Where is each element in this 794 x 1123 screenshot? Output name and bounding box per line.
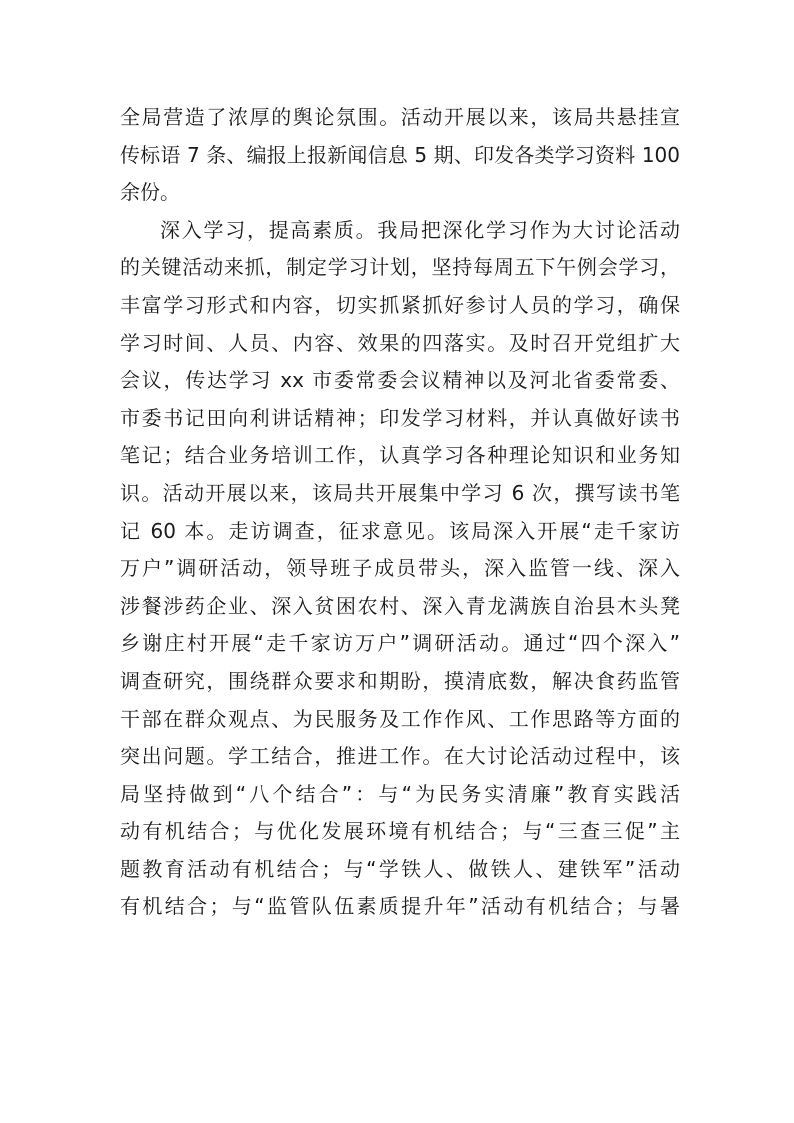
body-line: 余份。 — [120, 180, 180, 205]
body-line: 局坚持做到“八个结合”：与“为民务实清廉”教育实践活 — [120, 781, 680, 806]
paragraph-first-line: 深入学习，提高素质。我局把深化学习作为大讨论活动 — [160, 217, 680, 242]
body-line: 笔记；结合业务培训工作，认真学习各种理论知识和业务知 — [120, 443, 680, 468]
body-line: 市委书记田向利讲话精神；印发学习材料，并认真做好读书 — [120, 405, 680, 430]
body-line: 万户”调研活动，领导班子成员带头，深入监管一线、深入 — [120, 556, 680, 581]
document-body — [120, 99, 680, 926]
body-line: 突出问题。学工结合，推进工作。在大讨论活动过程中，该 — [120, 744, 680, 769]
body-line: 的关键活动来抓，制定学习计划，坚持每周五下午例会学习， — [120, 255, 680, 280]
body-line: 题教育活动有机结合；与“学铁人、做铁人、建铁军”活动 — [120, 856, 680, 881]
body-line: 丰富学习形式和内容，切实抓紧抓好参讨人员的学习，确保 — [120, 292, 680, 317]
body-line: 全局营造了浓厚的舆论氛围。活动开展以来，该局共悬挂宣 — [120, 105, 680, 129]
body-line: 记 60 本。走访调查，征求意见。该局深入开展“走千家访 — [120, 518, 680, 543]
body-line: 干部在群众观点、为民服务及工作作风、工作思路等方面的 — [120, 706, 680, 731]
body-line: 会议，传达学习 xx 市委常委会议精神以及河北省委常委、 — [120, 368, 680, 393]
body-line: 乡谢庄村开展“走千家访万户”调研活动。通过“四个深入” — [120, 631, 680, 656]
body-line: 动有机结合；与优化发展环境有机结合；与“三查三促”主 — [120, 819, 680, 844]
body-line: 学习时间、人员、内容、效果的四落实。及时召开党组扩大 — [120, 330, 680, 355]
body-line: 传标语 7 条、编报上报新闻信息 5 期、印发各类学习资料 100 — [120, 142, 680, 167]
body-line: 有机结合；与“监管队伍素质提升年”活动有机结合；与暑 — [120, 894, 680, 919]
body-line: 涉餐涉药企业、深入贫困农村、深入青龙满族自治县木头凳 — [120, 593, 680, 618]
body-line: 调查研究，围绕群众要求和期盼，摸清底数，解决食药监管 — [120, 668, 680, 693]
body-line: 识。活动开展以来，该局共开展集中学习 6 次，撰写读书笔 — [120, 480, 680, 505]
